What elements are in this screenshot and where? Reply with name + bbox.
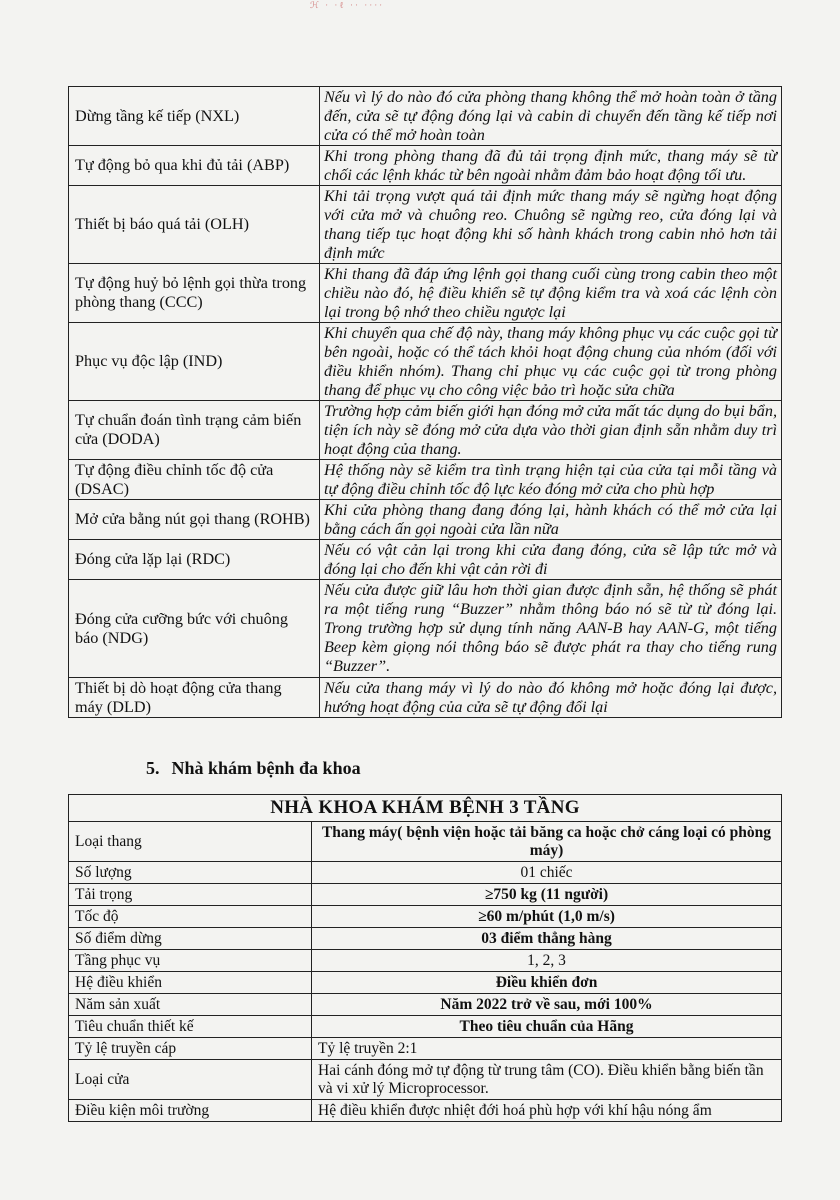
spec-label: Tiêu chuẩn thiết kế xyxy=(69,1016,312,1038)
table-row xyxy=(69,1038,782,1060)
spec-label: Loại cửa xyxy=(69,1060,312,1100)
table-row xyxy=(69,1060,782,1100)
feature-description: Khi trong phòng thang đã đủ tải trọng định mức, thang máy sẽ từ chối các lệnh khác từ bên ngoài nhằm đảm bảo hoạt động tối ưu. xyxy=(320,146,782,186)
table-row xyxy=(69,972,782,994)
table-row xyxy=(69,1100,782,1122)
feature-description: Khi tải trọng vượt quá tải định mức thang máy sẽ ngừng hoạt động với cửa mở và chuông reo. Chuông sẽ ngừng reo, cửa đóng lại và thang tiếp tục hoạt động khi số hành khách trong cabin nhỏ hơn tải định mức xyxy=(320,186,782,264)
spec-label: Số lượng xyxy=(69,862,312,884)
table-row xyxy=(69,884,782,906)
feature-description: Hệ thống này sẽ kiểm tra tình trạng hiện tại của cửa tại mỗi tầng và tự động điều chỉnh tốc độ lực kéo đóng mở cửa cho phù hợp xyxy=(320,460,782,500)
feature-description: Khi chuyển qua chế độ này, thang máy không phục vụ các cuộc gọi từ bên ngoài, hoặc có thể tách khỏi hoạt động chung của nhóm (đối với điều khiển nhóm). Thang chỉ phục vụ các cuộc gọi từ trong phòng thang để phục vụ cho công việc bảo trì hoặc sửa chữa xyxy=(320,323,782,401)
feature-name: Dừng tầng kế tiếp (NXL) xyxy=(69,87,320,146)
table-row xyxy=(69,500,782,540)
table-row xyxy=(69,906,782,928)
feature-name: Tự động điều chỉnh tốc độ cửa (DSAC) xyxy=(69,460,320,500)
spec-value: 03 điểm thẳng hàng xyxy=(312,928,782,950)
section-number: 5. xyxy=(146,758,160,778)
table-row xyxy=(69,460,782,500)
feature-name: Tự chuẩn đoán tình trạng cảm biến cửa (DODA) xyxy=(69,401,320,460)
spec-label: Năm sản xuất xyxy=(69,994,312,1016)
spec-value: Theo tiêu chuẩn của Hãng xyxy=(312,1016,782,1038)
table-row xyxy=(69,580,782,678)
table-row xyxy=(69,146,782,186)
feature-name: Mở cửa bằng nút gọi thang (ROHB) xyxy=(69,500,320,540)
table-row xyxy=(69,950,782,972)
table-row xyxy=(69,994,782,1016)
table-row xyxy=(69,264,782,323)
feature-name: Đóng cửa cưỡng bức với chuông báo (NDG) xyxy=(69,580,320,678)
feature-name: Phục vụ độc lập (IND) xyxy=(69,323,320,401)
spec-value: Năm 2022 trở về sau, mới 100% xyxy=(312,994,782,1016)
table-row xyxy=(69,1016,782,1038)
spec-value: Hai cánh đóng mở tự động từ trung tâm (CO). Điều khiển bằng biến tần và vi xử lý Microprocessor. xyxy=(312,1060,782,1100)
features-table xyxy=(68,86,782,718)
spec-label: Tỷ lệ truyền cáp xyxy=(69,1038,312,1060)
table-row xyxy=(69,822,782,862)
page-mark: ℋ · ·ℓ ·· ···· xyxy=(310,0,385,10)
spec-label: Tốc độ xyxy=(69,906,312,928)
spec-label: Số điểm dừng xyxy=(69,928,312,950)
spec-value: 1, 2, 3 xyxy=(312,950,782,972)
feature-name: Tự động bỏ qua khi đủ tải (ABP) xyxy=(69,146,320,186)
spec-value: ≥60 m/phút (1,0 m/s) xyxy=(312,906,782,928)
specs-table xyxy=(68,794,782,1122)
table-row xyxy=(69,540,782,580)
table-row xyxy=(69,678,782,718)
spec-label: Tầng phục vụ xyxy=(69,950,312,972)
feature-description: Khi cửa phòng thang đang đóng lại, hành khách có thể mở cửa lại bằng cách ấn gọi ngoài cửa lần nữa xyxy=(320,500,782,540)
feature-name: Thiết bị dò hoạt động cửa thang máy (DLD) xyxy=(69,678,320,718)
spec-value: Điều khiển đơn xyxy=(312,972,782,994)
section-heading xyxy=(146,758,361,779)
spec-value: Thang máy( bệnh viện hoặc tải băng ca hoặc chở cáng loại có phòng máy) xyxy=(312,822,782,862)
feature-description: Khi thang đã đáp ứng lệnh gọi thang cuối cùng trong cabin theo một chiều nào đó, hệ điều khiển sẽ tự động kiểm tra và xoá các lệnh còn lại trong bộ nhớ theo chiều ngược lại xyxy=(320,264,782,323)
feature-description: Nếu có vật cản lại trong khi cửa đang đóng, cửa sẽ lập tức mở và đóng lại cho đến khi vật cản rời đi xyxy=(320,540,782,580)
table-row xyxy=(69,87,782,146)
spec-label: Loại thang xyxy=(69,822,312,862)
spec-value: 01 chiếc xyxy=(312,862,782,884)
spec-value: ≥750 kg (11 người) xyxy=(312,884,782,906)
table-title: NHÀ KHOA KHÁM BỆNH 3 TẦNG xyxy=(69,795,782,822)
feature-name: Đóng cửa lặp lại (RDC) xyxy=(69,540,320,580)
table-row xyxy=(69,862,782,884)
feature-description: Nếu cửa thang máy vì lý do nào đó không mở hoặc đóng lại được, hướng hoạt động của cửa sẽ tự động đổi lại xyxy=(320,678,782,718)
feature-name: Tự động huỷ bỏ lệnh gọi thừa trong phòng thang (CCC) xyxy=(69,264,320,323)
table-row xyxy=(69,401,782,460)
section-title: Nhà khám bệnh đa khoa xyxy=(171,758,361,778)
table-title-row xyxy=(69,795,782,822)
table-row xyxy=(69,186,782,264)
spec-label: Hệ điều khiển xyxy=(69,972,312,994)
feature-description: Nếu cửa được giữ lâu hơn thời gian được định sẵn, hệ thống sẽ phát ra một tiếng rung “Buzzer” nhằm thông báo nó sẽ từ từ đóng lại. Trong trường hợp sử dụng tính năng AAN-B hay AAN-G, một tiếng Beep kèm giọng nói thông báo sẽ được phát ra thay cho tiếng rung “Buzzer”. xyxy=(320,580,782,678)
spec-label: Tải trọng xyxy=(69,884,312,906)
table-row xyxy=(69,323,782,401)
spec-label: Điều kiện môi trường xyxy=(69,1100,312,1122)
feature-description: Trường hợp cảm biến giới hạn đóng mở cửa mất tác dụng do bụi bẩn, tiện ích này sẽ đóng mở cửa dựa vào thời gian định sẵn nhằm duy trì hoạt động của thang. xyxy=(320,401,782,460)
feature-name: Thiết bị báo quá tải (OLH) xyxy=(69,186,320,264)
spec-value: Hệ điều khiển được nhiệt đới hoá phù hợp với khí hậu nóng ẩm xyxy=(312,1100,782,1122)
feature-description: Nếu vì lý do nào đó cửa phòng thang không thể mở hoàn toàn ở tầng đến, cửa sẽ tự động đóng lại và cabin di chuyển đến tầng kế tiếp nơi cửa có thể mở hoàn toàn xyxy=(320,87,782,146)
spec-value: Tỷ lệ truyền 2:1 xyxy=(312,1038,782,1060)
table-row xyxy=(69,928,782,950)
